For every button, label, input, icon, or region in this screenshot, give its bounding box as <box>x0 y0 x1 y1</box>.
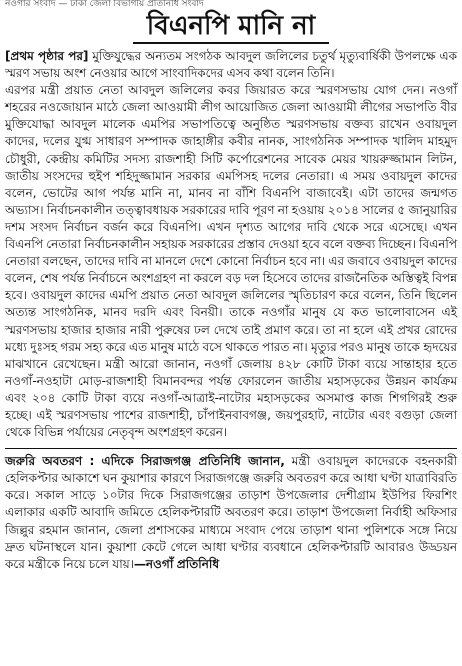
headline-area <box>5 10 457 44</box>
emergency-landing-brief <box>5 453 457 573</box>
article-body: এরপর মন্ত্রী প্রয়াত নেতা আবদুল জলিলের কবর জিয়ারত করে স্মরণসভায় যোগ দেন। নওগাঁ শহরের নওজোয়ান মাঠে জেলা আওয়ামী লীগ আয়োজিত জেলা আওয়ামী লীগের সভাপতি বীর মুক্তিযোদ্ধা আবদুল মালেক এমপির সভাপতিত্বে অনুষ্ঠিত স্মরণসভায় বক্তব্য রাখেন ওবায়দুল কাদের, দলের যুগ্ম সাধারণ সম্পাদক জাহাঙ্গীর কবীর নানক, সাংগঠনিক সম্পাদক খালিদ মাহমুদ চৌধুরী, কেন্দ্রীয় কমিটির সদস্য রাজশাহী সিটি কর্পোরেশনের সাবেক মেয়র খায়রুজ্জামান লিটন, জাতীয় সংসদের হুইপ শহিদুজ্জামান সরকার এমপিসহ দলের নেতারা। এ সময় ওবায়দুল কাদের বলেন, ভোটের আগ পর্যন্ত মানি না, মানব না বাঁশি বিএনপি বাজাবেই। এটা তাদের জন্মগত অভ্যাস। নির্বাচনকালীন তত্ত্বাবধায়ক সরকারের দাবি পূরণ না হওয়ায় ২০১৪ সালের ৫ জানুয়ারির দশম সংসদ নির্বাচন বর্জন করে বিএনপি। এখন দৃশ্যত আগের দাবি থেকে সরে এসেছে। এখন বিএনপি নেতারা নির্বাচনকালীন সহায়ক সরকারের প্রস্তাব দেওয়া হবে বলে বক্তব্য দিচ্ছেন। বিএনপি নেতারা বলছেন, তাদের দাবি না মানলে দেশে কোনো নির্বাচন হবে না। এর জবাবে ওবায়দুল কাদের বলেন, শেষ পর্যন্ত নির্বাচনে অংশগ্রহণ না করলে বড় দল হিসেবে তাদের রাজনৈতিক অস্তিত্বই বিপন্ন হবে। ওবায়দুল কাদের এমপি প্রয়াত নেতা আবদুল জলিলের স্মৃতিচারণ করে বলেন, তিনি ছিলেন অত্যন্ত সাংগঠনিক, মানব দরদি এবং বিনয়ী। তাকে নওগাঁর মানুষ যে কত ভালোবাসেন এই স্মরণসভায় হাজার হাজার নারী পুরুষের ঢল দেখে তাই প্রমাণ করে। তা না হলে এই প্রখর রোদের মধ্যে দুঃসহ গরম সহ্য করে এত মানুষ মাঠে বসে থাকতে পারত না। মৃত্যুর পরও মানুষ তাকে হৃদয়ের মাঝখানে রেখেছেন। মন্ত্রী আরো জানান, নওগাঁ জেলায় ৪২৮ কোটি টাকা ব্যয়ে সান্তাহার হতে নওগাঁ-নওহাটা মোড়-রাজশাহী বিমানবন্দর পর্যন্ত ফোরলেন জাতীয় মহাসড়কের উন্নয়ন কার্যক্রম এবং ২০৪ কোটি টাকা ব্যয়ে নওগাঁ-আত্রাই-নাটোর মহাসড়কের অসমাপ্ত কাজ শিগগিরই শুরু হচ্ছে। এই স্মরণসভায় পাশের রাজশাহী, চাঁপাইনবাবগঞ্জ, জয়পুরহাট, নাটোর এবং বগুড়া জেলা থেকে বিভিন্ন পর্যায়ের নেতৃবৃন্দ অংশগ্রহণ করেন। <box>5 83 457 440</box>
headline: বিএনপি মানি না <box>133 10 329 44</box>
brief-kicker: জরুরি অবতরণ : এদিকে সিরাজগঞ্জ প্রতিনিধি জানান, <box>5 454 285 469</box>
section-divider <box>5 448 457 449</box>
brief-text: মন্ত্রী ওবায়দুল কাদেরকে বহনকারী হেলিকপ্টার আকাশে ঘন কুয়াশার কারণে সিরাজগঞ্জে জরুরি অবতরণ করে আধা ঘণ্টা যাত্রাবিরতি করে। সকাল সাড়ে ১০টার দিকে সিরাজগঞ্জের তাড়াশ উপজেলার দেশীগ্রাম ইউপির ফিরশিং এলাকার একটি আবাদি জমিতে হেলিকপ্টারটি অবতরণ করে। তাড়াশ উপজেলা নির্বাহী অফিসার জিল্লুর রহমান জানান, জেলা প্রশাসকের মাধ্যমে সংবাদ পেয়ে তাড়াশ থানা পুলিশকে সঙ্গে নিয়ে দ্রুত ঘটনাস্থলে যান। কুয়াশা কেটে গেলে আধা ঘণ্টার ব্যবধানে হেলিকপ্টারটি আবারও উড্ডয়ন করে মন্ত্রীকে নিয়ে চলে যায়। <box>5 454 457 571</box>
signoff: —নওগাঁ প্রতিনিধি <box>133 556 220 571</box>
cut-off-top-line: নওগাঁর সংবাদ — ঢাকা জেলা বিভাগীয় প্রতিনিধি সংবাদ <box>5 0 204 8</box>
article-intro <box>5 48 457 82</box>
continued-from-kicker: [প্রথম পৃষ্ঠার পর] <box>5 49 89 63</box>
intro-text: মুক্তিযুদ্ধের অন্যতম সংগঠক আবদুল জলিলের চতুর্থ মৃত্যুবার্ষিকী উপলক্ষে এক স্মরণ সভায় অংশ নেওয়ার আগে সাংবাদিকদের এসব কথা বলেন তিনি। <box>5 49 457 81</box>
